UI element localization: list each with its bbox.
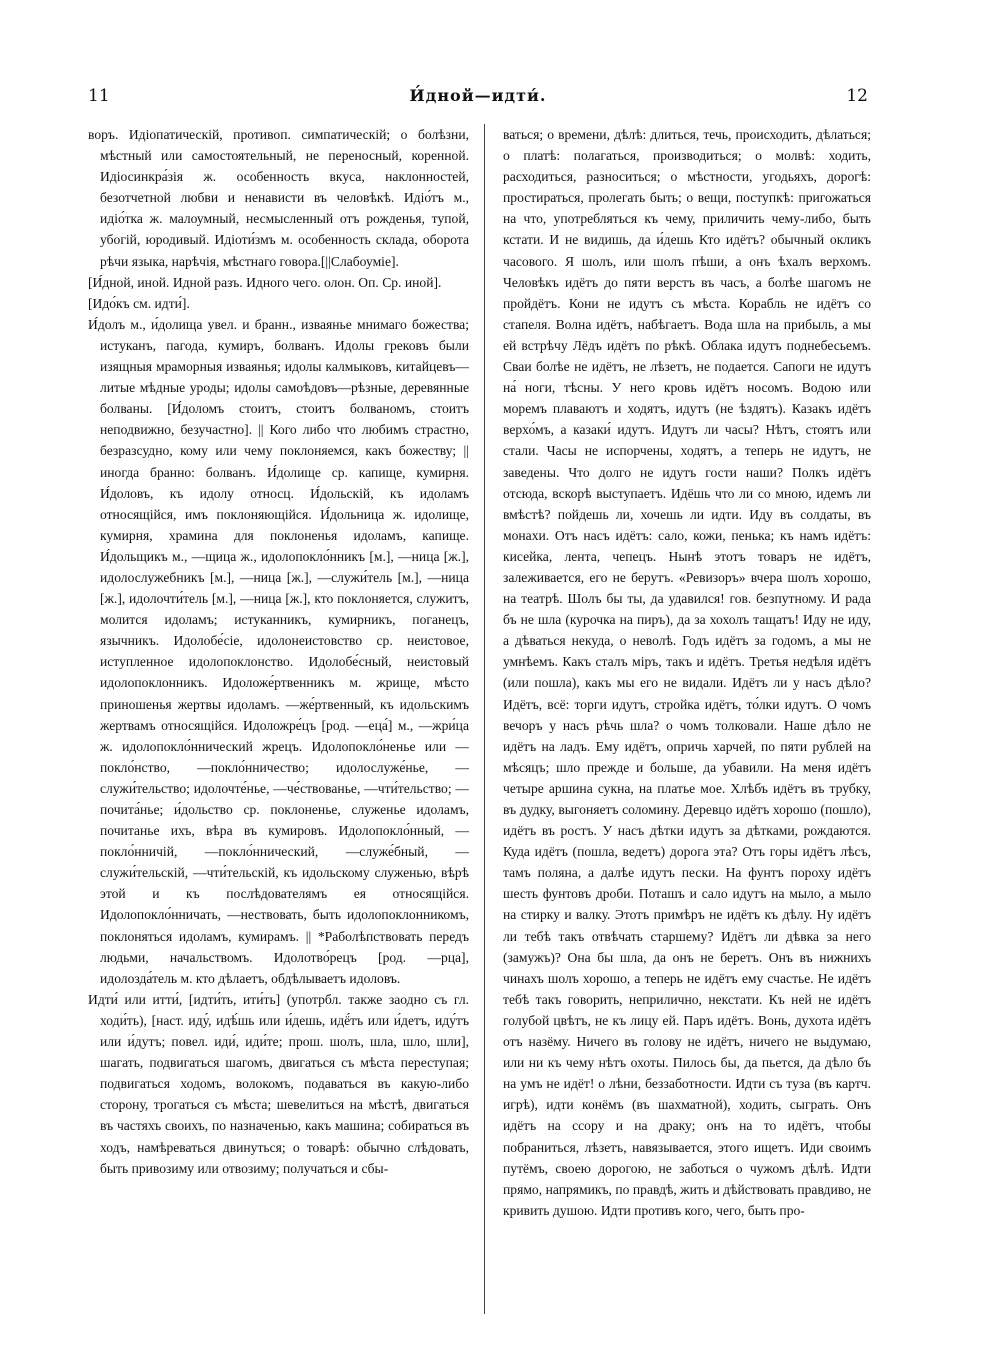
- running-title: И́дной—идти́.: [409, 86, 547, 105]
- right-column: [503, 124, 871, 1314]
- entry-continuation: ваться; о времени, дѣлѣ: длиться, течь, происходить, дѣлаться; о платѣ: полагаться, производиться; о молвѣ: ходить, расходиться, разноситься; о мѣстности, угодьяхъ, дорогѣ: простираться, пролегать быть; о вещи, поступкѣ: пригожаться на что, употребляться къ чему, приличить чему-либо, быть кстати. И не видишь, да и́дешь Кто идётъ? обычный окликъ часового. Я шолъ, или шолъ пѣши, а онъ ѣхалъ верхомъ. Человѣкъ идётъ до пяти верстъ въ часъ, а болѣе шагомъ не пройдётъ. Кони не идутъ съ мѣста. Корабль не идётъ со стапеля. Волна идётъ, набѣгаетъ. Вода шла на прибыль, а мы ей встрѣчу Лёдъ идётъ по рѣкѣ. Облака идутъ поднебесьемъ. Сваи болѣе не идётъ, не лѣзетъ, не подается. Сапоги не идутъ на́ ноги, тѣсны. У него кровь идётъ носомъ. Водою или моремъ плаваютъ и ходятъ, идутъ (не ѣздятъ). Казакъ идётъ верхо́мъ, а казаки́ идутъ. Идутъ ли часы? Нѣтъ, стоятъ или стали. Часы не испорчены, ходятъ, а теперь не идутъ, не заведены. Что долго не идутъ гости наши? Полкъ идётъ отсюда, вскорѣ выступаетъ. Идёшь что ли со мною, идемъ ли вмѣстѣ? пойдешь ли, хочешь ли идти. Иду въ солдаты, въ монахи. Отъ насъ идётъ: сало, кожи, пенька; къ намъ идётъ: кисейка, лента, чепецъ. Нынѣ этотъ товаръ не идётъ, залеживается, его не берутъ. «Ревизоръ» вчера шолъ хорошо, на театрѣ. Шолъ бы ты, да удавился! гов. безпутному. И рада бъ не шла (курочка на пиръ), да за хохолъ тащатъ! Иду не иду, а дѣваться некуда, о неволѣ. Годъ идётъ за годомъ, а мы не умнѣемъ. Какъ сталъ міръ, такъ и идётъ. Третья недѣля идётъ (или пошла), какъ мы его не видали. Идётъ ли у насъ дѣло? Идётъ, всё: торги идутъ, стройка идётъ, то́лки идутъ. О чомъ вечоръ у насъ рѣчь шла? о чомъ толковали. Наше дѣло не идётъ на ладъ. Ему идётъ, опричь харчей, по пяти рублей на мѣсяцъ; шло прежде и больше, да убавили. На меня идётъ четыре аршина сукна, на платье мое. Хлѣбъ идётъ въ трубку, въ дудку, выгоняетъ соломину. Деревцо идётъ хорошо (пошло), идётъ въ ростъ. У насъ дѣтки идутъ за дѣтками, рождаются. Куда идётъ (пошла, ведетъ) дорога эта? Отъ горы идётъ лѣсъ, тамъ поляна, а далѣе идутъ пески. На фунтъ пороху идётъ шесть фунтовъ дроби. Поташъ и сало идутъ на мыло, а мыло на стирку и валку. Этотъ примѣръ не идётъ къ дѣлу. Ну идётъ ли тебѣ такъ отвѣчать старшему? Идётъ ли дѣвка за него (замужъ)? Она бы шла, да онъ не беретъ. Онъ въ нижнихъ чинахъ шолъ хорошо, а теперь не идётъ ему счастье. Не идётъ тебѣ такъ говорить, неприлично, некстати. Къ ней не идётъ голубой цвѣтъ, не къ лицу ей. Паръ идётъ. Вонь, духота идётъ отъ назёму. Ничего въ голову не идётъ, ничего не выдумаю, или ни къ чему нѣтъ охоты. Пилось бы, да пьется, да дѣло бъ на умъ не идёт! о лѣни, беззаботности. Идти съ туза (въ картч. игрѣ), идти конёмъ (въ шахматной), ходить, сыграть. Онъ идётъ на ссору и на драку; онъ на то идётъ, чтобы побраниться, лѣзетъ, навязывается, этого ищетъ. Иди своимъ путёмъ, своею дорогою, не заботься о чужомъ дѣлѣ. Идти прямо, напрямикъ, по правдѣ, жить и дѣйствовать правдиво, не кривить душою. Идти противъ кого, чего, быть про-: [503, 127, 871, 1218]
- page-number-right: 12: [846, 86, 868, 106]
- dictionary-entry: [И́дной, иной. Идной разъ. Идного чего. олон. Оп. Ср. иной].: [88, 274, 442, 290]
- dictionary-entry: Идти́ или итти́, [идти́ть, ити́ть] (употрбл. также заодно съ гл. ходи́ть), [наст. иду́, идѣ́шь или и́дешь, идё́тъ или и́детъ, иду́тъ или и́дутъ; повел. иди́, иди́те; прош. шолъ, шла, шло, шли], шагать, подвигаться шагомъ, двигаться съ мѣста переступая; подвигаться ходомъ, волокомъ, подаваться въ какую-либо сторону, трогаться съ мѣста; шевелиться на мѣстѣ, двигаться въ частяхъ своихъ, по назначенью, какъ машина; собираться въ ходъ, намѣреваться двинуться; о товарѣ: обычно слѣдовать, быть привозиму или отвозиму; получаться и сбы-: [88, 991, 469, 1176]
- column-divider: [484, 124, 485, 1314]
- dictionary-entry: [Идо́къ см. идти́].: [88, 295, 190, 311]
- left-column: [88, 124, 469, 1314]
- page-number-left: 11: [88, 86, 110, 106]
- dictionary-entry: И́долъ м., и́долища увел. и бранн., изваянье мнимаго божества; истуканъ, пагода, кумиръ, болванъ. Идолы грековъ были изящныя мраморныя изваянья; идолы калмыковъ, китайцевъ—литые мѣдные уроды; идолы самоѣдовъ—рѣзные, деревянные болваны. [И́доломъ стоитъ, стоитъ болваномъ, стоитъ неподвижно, безучастно]. || Кого либо что любимъ страстно, безразсудно, кому или чему поклоняемся, какъ божеству; || иногда бранно: болванъ. И́долище ср. капище, кумирня. И́доловъ, къ идолу относц. И́дольскій, къ идоламъ относящійся, имъ поклоняющійся. И́дольница ж. идолище, кумирня, храмина для поклоненья идоламъ, капище. И́дольщикъ м., —щица ж., идолопокло́нникъ [м.], —ница [ж.], идолослужебникъ [м.], —ница [ж.], —служи́тель [м.], —ница [ж.], идолочти́тель [м.], —ница [ж.], кто поклоняется, служитъ, молится идоламъ; истуканникъ, кумирникъ, поганецъ, язычникъ. Идолобе́сіе, идолонеистовство ср. неистовое, иступленное идолопоклонство. Идолобе́сный, неистовый идолопоклонникъ. Идоложе́ртвенникъ м. жрище, мѣсто приношенья жертвы идоламъ. —же́ртвенный, къ идольскимъ жертвамъ относящійся. Идоложре́цъ [род. —еца́] м., —жри́ца ж. идолопокло́ннический жрецъ. Идолопокло́ненье или —покло́нство, —покло́нничество; идолослуже́нье, —служи́тельство; идолочте́нье, —че́ствованье, —чти́тельство; —почита́нье; и́дольство ср. поклоненье, служенье идоламъ, почитанье ихъ, вѣра въ кумировъ. Идолопокло́нный, —покло́нничій, —покло́ннический, —служе́бный, —служи́тельскій, —чти́тельскій, къ идольскому служенью, вѣрѣ этой и къ послѣдователямъ ея относящійся. Идолопокло́нничать, —нествовать, быть идолопоклонникомъ, поклоняться идоламъ, кумирамъ. || *Раболѣпствовать передъ людьми, начальствомъ. Идолотво́рецъ [род. —рца], идолозда́тель м. кто дѣлаетъ, обдѣлываетъ идоловъ.: [88, 316, 469, 986]
- dictionary-entry: воръ. Идіопатическій, противоп. симпатическій; о болѣзни, мѣстный или самостоятельный, не переносный, коренной. Идіосинкра́зія ж. особенность вкуса, наклонностей, безотчетной любви и ненависти въ человѣкѣ. Идіо́тъ м., идіо́тка ж. малоумный, несмысленный отъ рожденья, тупой, убогій, юродивый. Идіоти́змъ м. особенность склада, оборота рѣчи языка, нарѣчія, мѣстнаго говора.[||Слабоумiе].: [88, 127, 469, 269]
- page-header: [88, 86, 868, 110]
